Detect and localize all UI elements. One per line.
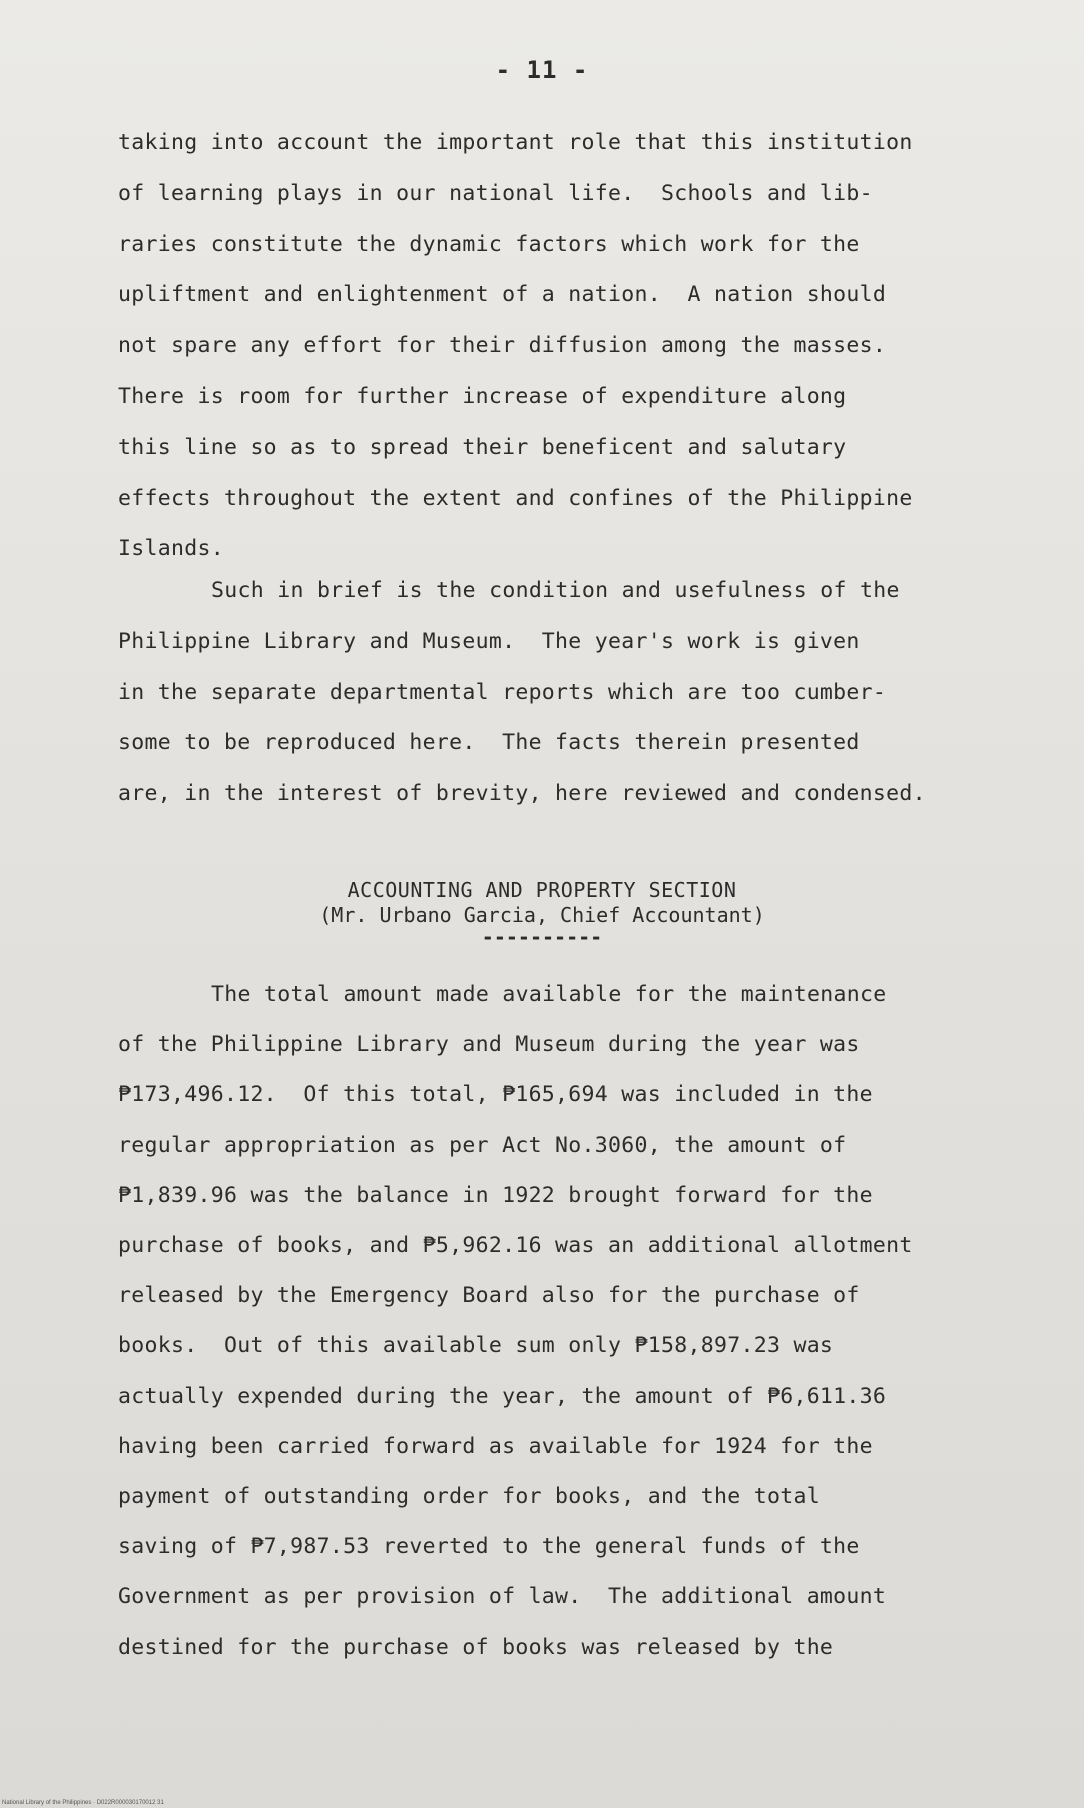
text-line: of learning plays in our national life. Schools and lib- [118,180,873,206]
text-line: not spare any effort for their diffusion among the masses. [118,333,887,359]
text-line: Philippine Library and Museum. The year's work is given [118,628,860,654]
text-line: in the separate departmental reports which are too cumber- [118,679,887,705]
text-line: effects throughout the extent and confines of the Philippine [118,485,913,511]
section-rule: ---------- [481,925,603,949]
paragraph-1 [118,118,1038,575]
text-line: taking into account the important role that this institution [118,130,913,155]
text-line: ₱173,496.12. Of this total, ₱165,694 was included in the [118,1082,873,1108]
text-line: destined for the purchase of books was released by the [118,1634,834,1660]
text-line: saving of ₱7,987.53 reverted to the general funds of the [118,1534,860,1560]
text-line: payment of outstanding order for books, and the total [118,1484,820,1510]
text-line: upliftment and enlightenment of a nation. A nation should [118,282,887,308]
text-line: this line so as to spread their beneficent and salutary [118,434,847,460]
text-line: books. Out of this available sum only ₱158,897.23 was [118,1333,834,1359]
section-subtitle: (Mr. Urbano Garcia, Chief Accountant) [319,903,765,927]
text-line: Islands. [118,536,224,562]
text-line: released by the Emergency Board also for the purchase of [118,1283,860,1309]
paragraph-3 [118,970,1038,1673]
text-line: Government as per provision of law. The additional amount [118,1584,887,1610]
text-line: purchase of books, and ₱5,962.16 was an additional allotment [118,1233,913,1259]
text-line: raries constitute the dynamic factors which work for the [118,231,860,257]
text-line: some to be reproduced here. The facts therein presented [118,730,860,756]
text-line: actually expended during the year, the amount of ₱6,611.36 [118,1383,887,1409]
text-line: The total amount made available for the maintenance [211,982,887,1007]
text-line: are, in the interest of brevity, here reviewed and condensed. [118,781,926,807]
text-line: Such in brief is the condition and usefulness of the [211,578,900,603]
text-line: There is room for further increase of expenditure along [118,383,847,409]
text-line: ₱1,839.96 was the balance in 1922 brought forward for the [118,1182,873,1208]
section-heading [0,878,1084,949]
section-title: ACCOUNTING AND PROPERTY SECTION [347,878,737,902]
text-line: regular appropriation as per Act No.3060, the amount of [118,1132,847,1158]
text-line: of the Philippine Library and Museum during the year was [118,1032,860,1058]
text-line: having been carried forward as available for 1924 for the [118,1433,873,1459]
paragraph-2 [118,566,1038,820]
archive-footer: National Library of the Philippines · D022R000030170012 31 [2,1800,164,1806]
page-number: - 11 - [495,56,589,84]
